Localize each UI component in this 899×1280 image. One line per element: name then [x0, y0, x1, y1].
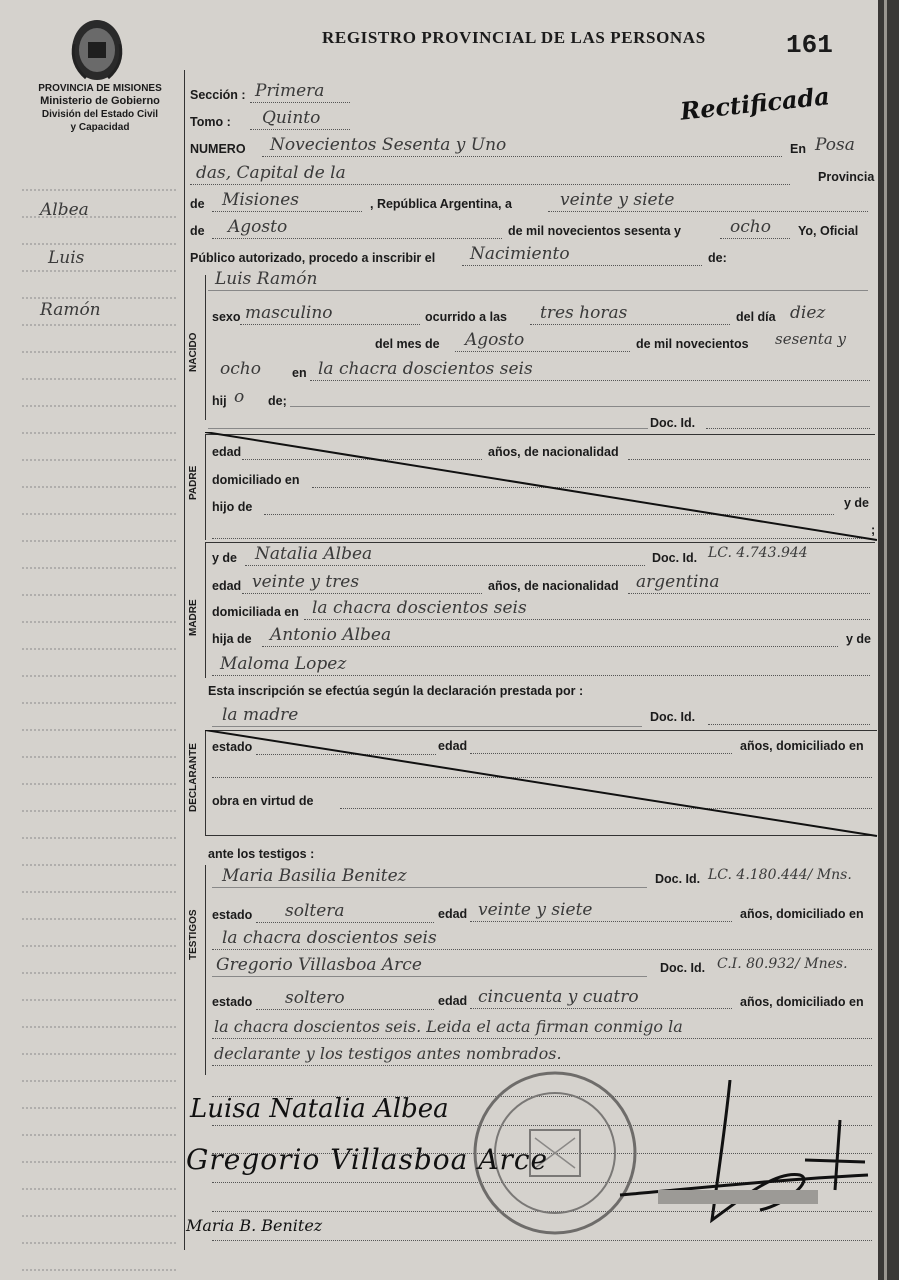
signature-testigo1: Maria B. Benitez: [186, 1216, 323, 1235]
mes-line: [212, 238, 502, 239]
de-value: Misiones: [222, 190, 299, 210]
testigo1-dom-value: la chacra doscientos seis: [222, 928, 437, 948]
closing-line: [212, 1065, 872, 1066]
hijo-line: [290, 406, 870, 407]
tomo-label: Tomo :: [190, 115, 231, 129]
testigo2-edad-label: edad: [438, 994, 468, 1008]
nacido-side-label: NACIDO: [188, 332, 199, 372]
numero-label: NUMERO: [190, 142, 246, 156]
testigo2-doc-value: C.I. 80.932/ Mnes.: [717, 956, 848, 972]
acto-value: Nacimiento: [470, 244, 570, 264]
hijo-value: o: [234, 387, 245, 407]
nac-anio2-value: ocho: [220, 359, 261, 379]
madre-hija-line: [262, 646, 838, 647]
page-edge-highlight: [884, 0, 887, 1280]
form-left-border: [184, 70, 185, 1250]
testigo2-dom-label: años, domiciliado en: [740, 995, 864, 1009]
madre-yde-label: y de: [212, 551, 238, 565]
testigo2-dom-line: [212, 1038, 872, 1039]
testigo2-name: Gregorio Villasboa Arce: [216, 955, 422, 975]
testigo1-edad-value: veinte y siete: [478, 900, 593, 920]
declarante-name: la madre: [222, 705, 299, 725]
testigo2-estado-line: [256, 1009, 434, 1010]
testigo2-name-line: [212, 976, 647, 977]
testigo1-doc-label: Doc. Id.: [655, 872, 701, 886]
mes-value: Agosto: [228, 217, 288, 237]
madre-dom-line: [304, 619, 870, 620]
margin-name-first: Luis: [48, 248, 85, 268]
acto-line: [462, 265, 702, 266]
rectificada-stamp: Rectificada: [678, 81, 832, 126]
tomo-value: Quinto: [262, 108, 321, 128]
padre-edad-label: edad: [212, 445, 242, 459]
nac-en-label: en: [292, 366, 307, 380]
declarante-doc-label: Doc. Id.: [650, 710, 696, 724]
padre-nac-label: años, de nacionalidad: [488, 445, 619, 459]
hora-line: [530, 324, 730, 325]
record-number: 161: [786, 30, 833, 60]
fecha-value: veinte y siete: [560, 190, 675, 210]
hora-value: tres horas: [540, 303, 628, 323]
publico-label: Público autorizado, procedo a inscribir el: [190, 251, 436, 265]
mil-label: de mil novecientos sesenta y: [508, 224, 681, 238]
ministry-line: Ministerio de Gobierno: [40, 95, 160, 107]
signature-testigo2: Gregorio Villasboa Arce: [186, 1143, 549, 1176]
declarante-doc-line: [708, 724, 870, 725]
capacidad-line: y Capacidad: [70, 122, 130, 133]
closing-text: declarante y los testigos antes nombrados.: [214, 1044, 562, 1063]
madre-edad-label: edad: [212, 579, 242, 593]
madre-padre-value: Antonio Albea: [270, 625, 392, 645]
oficial-label: Yo, Oficial: [798, 224, 859, 238]
division-line: División del Estado Civil: [41, 109, 159, 120]
hijo-label: hij: [212, 394, 227, 408]
madre-bracket: [205, 542, 206, 678]
madre-nac-label: años, de nacionalidad: [488, 579, 619, 593]
seccion-value: Primera: [255, 81, 325, 101]
testigo2-estado-label: estado: [212, 995, 253, 1009]
nac-mes-value: Agosto: [465, 330, 525, 350]
nacido-name-line: [208, 290, 868, 291]
madre-madre-value: Maloma Lopez: [220, 654, 347, 674]
ocurrido-label: ocurrido a las: [425, 310, 507, 324]
fecha-line: [548, 211, 868, 212]
madre-last-line: [212, 675, 870, 676]
nac-mes-line: [455, 351, 630, 352]
numero-value: Novecientos Sesenta y Uno: [270, 135, 507, 155]
madre-yde2-label: y de: [846, 632, 872, 646]
declarante-estado-label: estado: [212, 740, 253, 754]
margin-ruled-lines: [0, 0, 185, 1280]
margin-name-second: Ramón: [40, 300, 101, 320]
province-line: PROVINCIA DE MISIONES: [38, 83, 162, 94]
madre-name: Natalia Albea: [255, 544, 373, 564]
nac-mes-label: del mes de: [375, 337, 440, 351]
madre-top-border: [205, 542, 875, 543]
hijo-de-label: de;: [268, 394, 287, 408]
padre-strike-line: [205, 432, 877, 542]
nacido-name: Luis Ramón: [215, 269, 318, 289]
de2-label: de: [190, 224, 205, 238]
padre-dom-label: domiciliado en: [212, 473, 300, 487]
madre-dom-value: la chacra doscientos seis: [312, 598, 527, 618]
en-value: Posa: [815, 135, 855, 155]
ciudad-value: das, Capital de la: [196, 163, 346, 183]
declarante-side-label: DECLARANTE: [188, 743, 199, 812]
province-header: [20, 82, 180, 134]
dia-label: del día: [736, 310, 776, 324]
declarante-dom-label: años, domiciliado en: [740, 739, 864, 753]
testigo2-doc-label: Doc. Id.: [660, 961, 706, 975]
testigo1-estado-label: estado: [212, 908, 253, 922]
sexo-line: [240, 324, 420, 325]
testigo2-edad-line: [470, 1008, 732, 1009]
republica-label: , República Argentina, a: [370, 197, 512, 211]
seccion-label: Sección :: [190, 88, 246, 102]
declarante-name-line: [212, 726, 642, 727]
madre-nac-value: argentina: [636, 572, 720, 592]
testigo1-dom-label: años, domiciliado en: [740, 907, 864, 921]
anio-value: ocho: [730, 217, 771, 237]
madre-hija-label: hija de: [212, 632, 252, 646]
nacido-doc-label: Doc. Id.: [650, 416, 696, 430]
nac-mil-label: de mil novecientos: [636, 337, 749, 351]
nac-anio-value: sesenta y: [775, 330, 847, 348]
tomo-line: [250, 129, 350, 130]
seccion-line: [250, 102, 350, 103]
padre-side-label: PADRE: [188, 465, 199, 500]
sexo-value: masculino: [245, 303, 333, 323]
lugar-value: la chacra doscientos seis: [318, 359, 533, 379]
madre-nac-line: [628, 593, 870, 594]
testigo1-estado-value: soltera: [285, 901, 345, 921]
page-title: REGISTRO PROVINCIAL DE LAS PERSONAS: [322, 28, 706, 47]
de3-label: de:: [708, 251, 727, 265]
nacido-bracket: [205, 275, 206, 420]
testigo1-edad-line: [470, 921, 732, 922]
en-label: En: [790, 142, 806, 156]
madre-dom-label: domiciliada en: [212, 605, 299, 619]
padre-semicolon: ;: [871, 523, 876, 537]
dia-value: diez: [790, 303, 826, 323]
anio-line: [720, 238, 790, 239]
de-line: [212, 211, 362, 212]
madre-edad-value: veinte y tres: [252, 572, 360, 592]
declarante-obra-label: obra en virtud de: [212, 794, 314, 808]
doc-line-right: [706, 428, 870, 429]
madre-doc-label: Doc. Id.: [652, 551, 698, 565]
testigo2-dom-value: la chacra doscientos seis. Leida el acta firman conmigo la: [214, 1017, 683, 1036]
testigos-intro: ante los testigos :: [208, 847, 315, 861]
de-label: de: [190, 197, 205, 211]
testigo1-name: Maria Basilia Benitez: [222, 866, 407, 886]
sexo-label: sexo: [212, 310, 241, 324]
testigo2-edad-value: cincuenta y cuatro: [478, 987, 639, 1007]
margin-name-surname: Albea: [40, 200, 89, 220]
declarante-strike-line: [205, 730, 878, 840]
signature-declarante: Luisa Natalia Albea: [190, 1094, 449, 1124]
testigos-side-label: TESTIGOS: [188, 909, 199, 960]
declarante-intro: Esta inscripción se efectúa según la declaración prestada por :: [208, 684, 584, 698]
testigo1-edad-label: edad: [438, 907, 468, 921]
madre-name-line: [245, 565, 645, 566]
testigo1-estado-line: [256, 922, 434, 923]
testigos-bracket: [205, 865, 206, 1075]
padre-yde-label: y de: [844, 496, 870, 510]
declarante-edad-label: edad: [438, 739, 468, 753]
testigo1-dom-line: [212, 949, 872, 950]
coat-of-arms-icon: [66, 14, 128, 84]
madre-side-label: MADRE: [188, 599, 199, 636]
testigo2-estado-value: soltero: [285, 988, 345, 1008]
ciudad-line: [190, 184, 790, 185]
padre-hijo-label: hijo de: [212, 500, 253, 514]
madre-edad-line: [242, 593, 482, 594]
page-right-edge: [878, 0, 899, 1280]
officer-signature-icon: [600, 1080, 870, 1250]
testigo1-doc-value: LC. 4.180.444/ Mns.: [708, 867, 852, 883]
lugar-line: [310, 380, 870, 381]
doc-line: [208, 428, 648, 429]
madre-doc-value: LC. 4.743.944: [708, 545, 808, 561]
numero-line: [262, 156, 782, 157]
testigo1-name-line: [212, 887, 647, 888]
provincia-label: Provincia: [818, 170, 875, 184]
